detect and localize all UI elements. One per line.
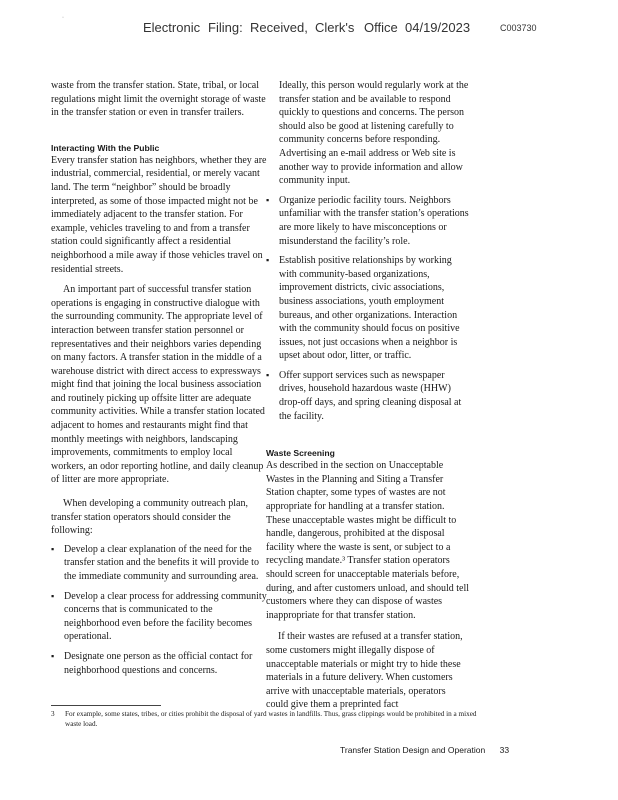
left-paragraph: Every transfer station has neighbors, whether they are industrial, commercial, residential, or merely vacant land. The term “neighbor” should be broadly interpreted, as some of those impacted might not be immediately adjacent to the transfer station. For example, vehicles traveling to and from a transfer station could significantly affect a residential neighborhood a mile away if those vehicles travel on residential streets. [51,154,267,275]
stamp-electronic: Electronic [143,20,201,35]
stamp-office: Office [364,20,398,35]
left-paragraph: An important part of successful transfer station operations is engaging in constructive dialogue with the surrounding community. The appropriate level of interaction between transfer station personnel or representatives and their neighbors varies depending on many factors. A transfer station in the middle of a warehouse district with direct access to expressways might find that joining the local business association and routinely picking up offsite litter are adequate community activities. While a transfer station located adjacent to homes and restaurants might find that monthly meetings with neighbors, landscaping improvements, commitments to employ local workers, an odor reporting hotline, and daily cleanup of litter are more appropriate. [51,284,265,486]
left-paragraph: waste from the transfer station. State, tribal, or local regulations might limit the overnight storage of waste in the transfer station or even in transfer trailers. [51,80,266,119]
stamp-received: Received, [250,20,308,35]
list-item: ▪ Organize periodic facility tours. Neighbors unfamiliar with the transfer station’s operations are more likely to have misconceptions or misunderstand the facility’s role. [266,194,470,248]
section-heading: Interacting With the Public [51,142,160,153]
right-paragraph: As described in the section on Unacceptable Wastes in the Planning and Siting a Transfer Station chapter, some types of wastes are not appropriate for handling at a transfer station. These unacceptable wastes might be difficult to handle, dangerous, prohibited at the disposal facility where the waste is sent, or subject to a recycling mandate.³ Transfer station operators should screen for unacceptable materials before, during, and after customers unload, and should tell customers where they can dispose of wastes inappropriate for that transfer station. [266,460,470,621]
stamp-code: C003730 [500,23,537,33]
footnote [51,709,481,729]
footnote-text: For example, some states, tribes, or cities prohibit the disposal of yard wastes in landfills. Thus, grass clippings would be prohibited in a mixed waste load. [65,710,477,728]
stamp-date: 04/19/2023 [405,20,471,35]
list-item: ▪ Establish positive relationships by working with community-based organizations, improvement districts, civic associations, business associations, youth employment bureaus, and other organizations. Interaction with the community should focus on positive issues, not just occasions when a neighbor is upset about odor, litter, or traffic. [266,254,470,363]
list-continuation: Ideally, this person would regularly work at the transfer station and be available to respond quickly to questions and concerns. The person should also be good at listening carefully to community concerns before responding. Advertising an e-mail address or Web site is another way to provide information and allow community input. [279,80,469,187]
section-heading: Waste Screening [266,448,335,459]
page-number: 33 [499,745,510,755]
list-item: ▪ Develop a clear explanation of the need for the transfer station and the benefits it will provide to the immediate community and surrounding area. [51,543,269,584]
list-item: ▪ Offer support services such as newspaper drives, household hazardous waste (HHW) drop-off days, and spring cleaning disposal at the facility. [266,369,470,423]
outreach-list-continued [266,194,470,424]
scan-speck: · [62,15,64,21]
stamp-clerks: Clerk's [315,20,355,35]
page-footer [340,745,509,755]
stamp-filing: Filing: [208,20,243,35]
right-paragraph: If their wastes are refused at a transfer station, some customers might illegally dispose of unacceptable materials or might try to hide these materials in a future delivery. When customers arrive with unacceptable materials, operators could give them a preprinted fact [266,631,463,711]
footer-title: Transfer Station Design and Operation [340,745,486,755]
footnote-number: 3 [51,710,55,718]
left-paragraph: When developing a community outreach plan, transfer station operators should consider the following: [51,498,248,537]
list-item: ▪ Designate one person as the official contact for neighborhood questions and concerns. [51,650,269,677]
right-column [266,79,470,712]
outreach-list [51,543,269,677]
footnote-rule [51,705,161,706]
left-column [51,79,269,683]
list-item: ▪ Develop a clear process for addressing community concerns that is communicated to the neighborhood even before the facility becomes operational. [51,590,269,644]
filing-stamp [0,20,618,40]
